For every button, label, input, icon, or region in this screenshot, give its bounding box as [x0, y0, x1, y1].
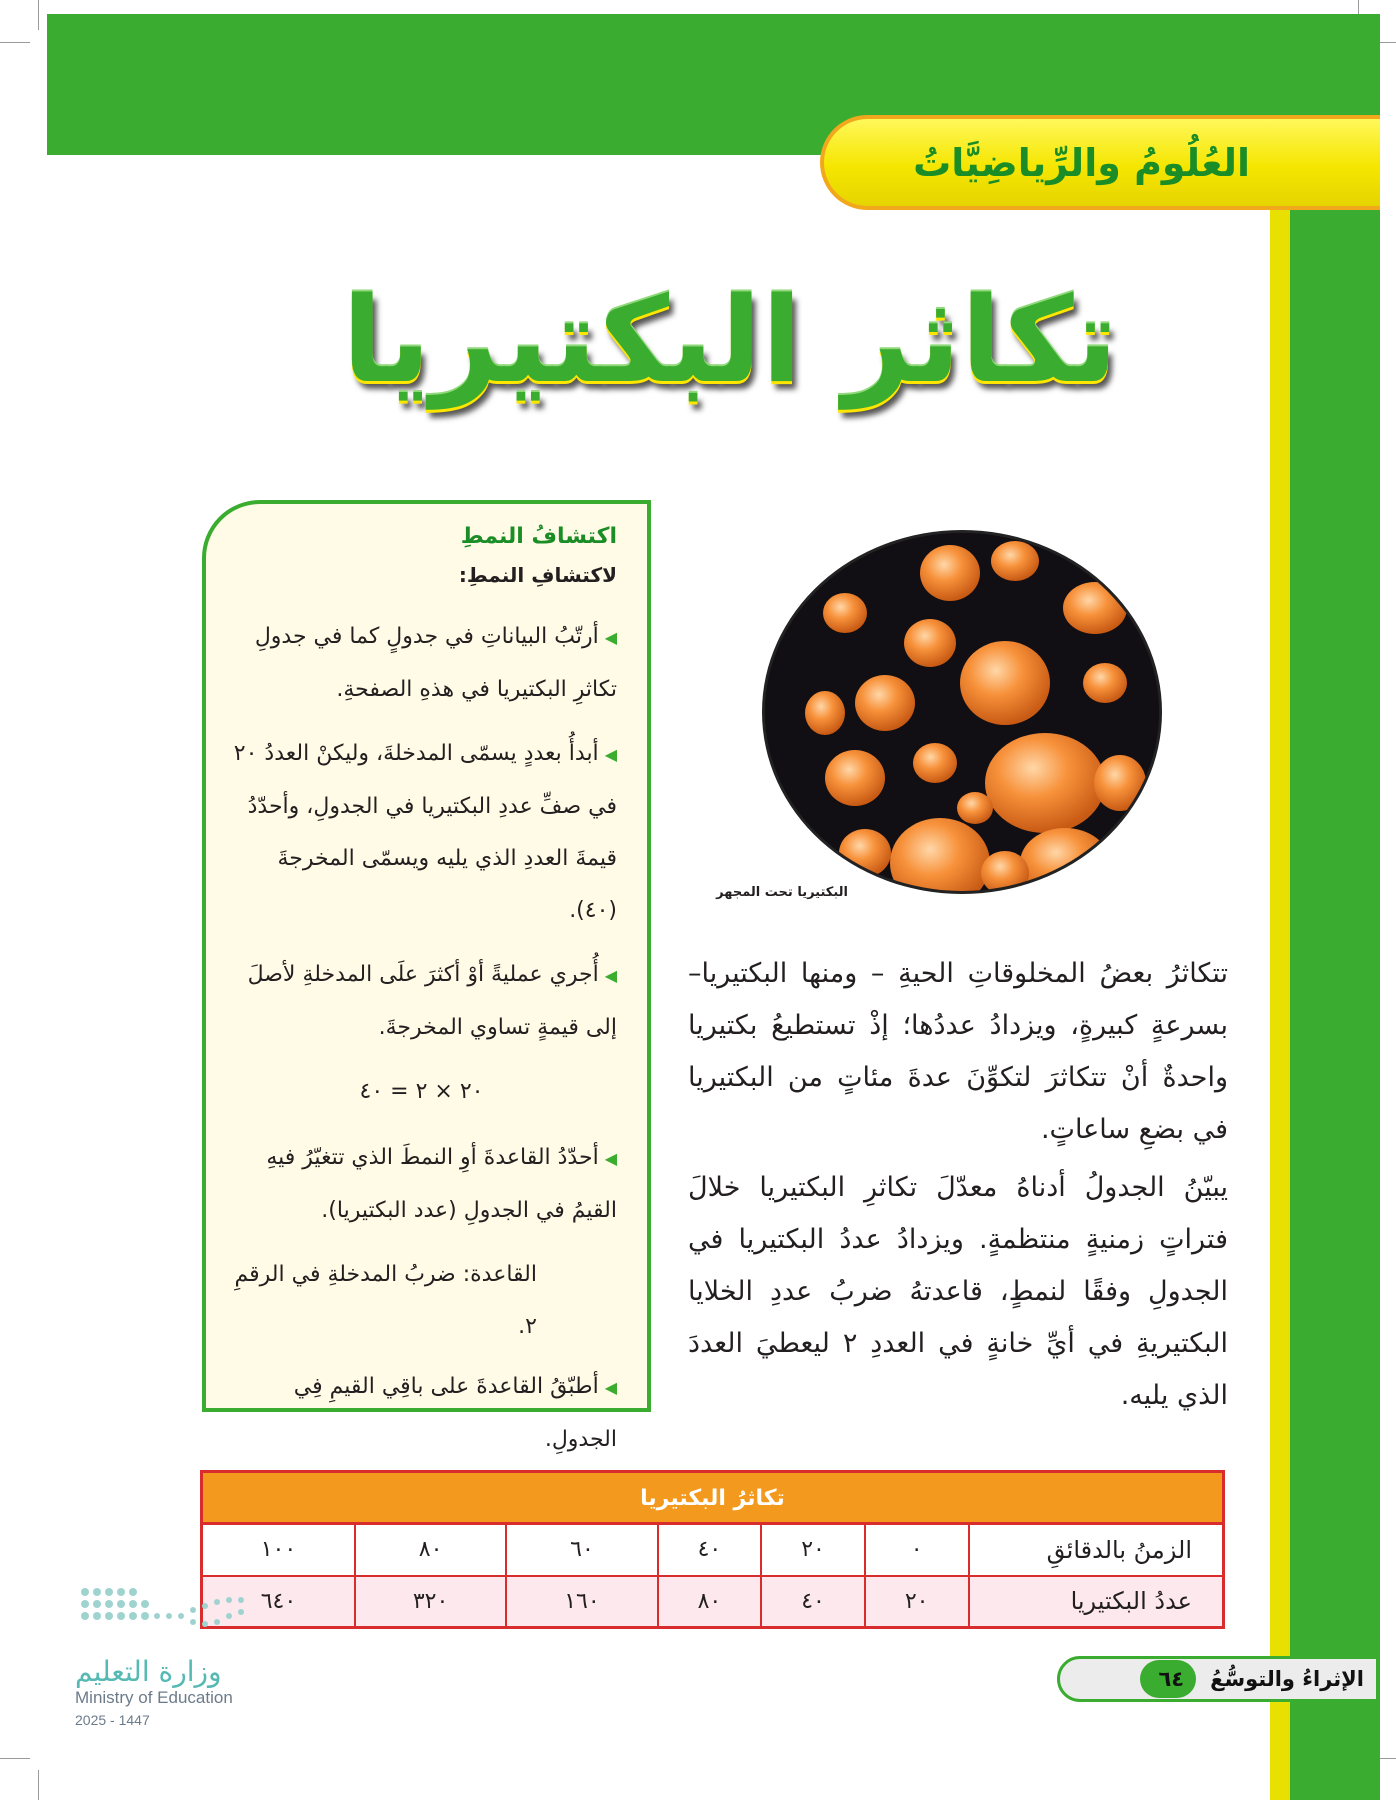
pattern-heading: اكتشافُ النمطِ: [460, 524, 617, 549]
table-cell: ٢٠: [865, 1576, 969, 1628]
ministry-year: 2025 - 1447: [75, 1712, 150, 1728]
crop-mark: [38, 0, 39, 30]
footer-section-label: الإثراءُ والتوسُّعُ: [1210, 1667, 1364, 1691]
pattern-step: ◀أطبّقُ القاعدةَ على باقِي القيمِ فِي الجدولِ.: [293, 1374, 617, 1452]
bullet-arrow-icon: ◀: [604, 1149, 617, 1168]
table-cell: ٨٠: [658, 1576, 762, 1628]
pattern-step: ◀أُجري عمليةً أوْ أكثرَ علَى المدخلةِ لأصلَ إلى قيمةٍ تساوي المخرجةَ.: [247, 962, 617, 1040]
table-title: تكاثرُ البكتيريا: [200, 1470, 1225, 1522]
table-cell: ٢٠: [761, 1524, 865, 1576]
pattern-step: ◀أبدأُ بعددٍ يسمّى المدخلةَ، وليكنْ العددُ ٢٠ في صفِّ عددِ البكتيريا في الجدولِ، وأحدّدُ قيمةَ العددِ الذي يليه ويسمّى المخرجةَ (٤٠).: [233, 741, 617, 923]
crop-mark: [0, 1758, 30, 1759]
table-row: [202, 1576, 1224, 1628]
pattern-rule: القاعدة: ضربُ المدخلةِ في الرقمِ ٢.: [234, 1262, 537, 1339]
footer-tab: [1057, 1656, 1379, 1702]
bullet-arrow-icon: ◀: [604, 1378, 617, 1397]
ministry-name-arabic: وزارة التعليم: [75, 1655, 222, 1688]
crop-mark: [0, 42, 30, 43]
intro-text: [688, 948, 1228, 1428]
table-cell: ٨٠: [355, 1524, 506, 1576]
pattern-step: ◀أحدّدُ القاعدةَ أوِ النمطَ الذي تتغيّرُ فيهِ القيمُ في الجدولِ (عدد البكتيريا).: [266, 1145, 617, 1223]
table-cell: ١٠٠: [202, 1524, 355, 1576]
photo-caption: البكتيريا تحت المجهر: [716, 885, 848, 900]
table-cell: ٤٠: [658, 1524, 762, 1576]
section-title: العُلُومُ والرِّياضِيَّاتُ: [913, 140, 1250, 185]
section-banner: [820, 115, 1380, 210]
bullet-arrow-icon: ◀: [604, 745, 617, 764]
table-cell: ١٦٠: [506, 1576, 657, 1628]
crop-mark: [38, 1770, 39, 1800]
bacteria-microscope-image: [762, 530, 1162, 894]
table-cell: ٠: [865, 1524, 969, 1576]
intro-paragraph: يبيّنُ الجدولُ أدناهُ معدّلَ تكاثرِ البكتيريا خلالَ فتراتٍ زمنيةٍ منتظمةٍ. ويزدادُ عددُ البكتيريا في الجدولِ وفقًا لنمطٍ، قاعدتهُ ضربُ عددِ الخلايا البكتيريةِ في أيِّ خانةٍ في العددِ ٢ ليعطيَ العددَ الذي يليه.: [688, 1172, 1229, 1411]
ministry-name-english: Ministry of Education: [75, 1688, 233, 1707]
page-number: ٦٤: [1140, 1660, 1196, 1698]
intro-paragraph: تتكاثرُ بعضُ المخلوقاتِ الحيةِ – ومنها البكتيريا– بسرعةٍ كبيرةٍ، ويزدادُ عددُها؛ إذْ تستطيعُ بكتيريا واحدةٌ أنْ تتكاثرَ لتكوِّنَ عدةَ مئاتٍ من البكتيريا في بضعِ ساعاتٍ.: [688, 958, 1228, 1145]
table-cell: ٦٠: [506, 1524, 657, 1576]
right-yellow-strip: [1270, 205, 1290, 1800]
pattern-box: [202, 500, 651, 1452]
bullet-arrow-icon: ◀: [604, 966, 617, 985]
ministry-logo-icon: [75, 1580, 275, 1654]
pattern-equation: ٢٠ × ٢ = ٤٠: [359, 1079, 484, 1104]
page-title: تكاثر البكتيريا: [342, 271, 1118, 409]
table-cell: ٦٤٠: [202, 1576, 355, 1628]
bacteria-growth-table: [200, 1470, 1225, 1629]
right-green-band: [1290, 155, 1380, 1800]
pattern-subheading: لاكتشافِ النمطِ:: [458, 563, 617, 587]
table-row: [202, 1524, 1224, 1576]
row-label-count: عددُ البكتيريا: [969, 1576, 1224, 1628]
table-cell: ٣٢٠: [355, 1576, 506, 1628]
pattern-step: ◀أرتّبُ البياناتِ في جدولٍ كما في جدولِ تكاثرِ البكتيريا في هذهِ الصفحةِ.: [254, 624, 617, 702]
row-label-time: الزمنُ بالدقائقِ: [969, 1524, 1224, 1576]
table-cell: ٤٠: [761, 1576, 865, 1628]
bullet-arrow-icon: ◀: [604, 628, 617, 647]
